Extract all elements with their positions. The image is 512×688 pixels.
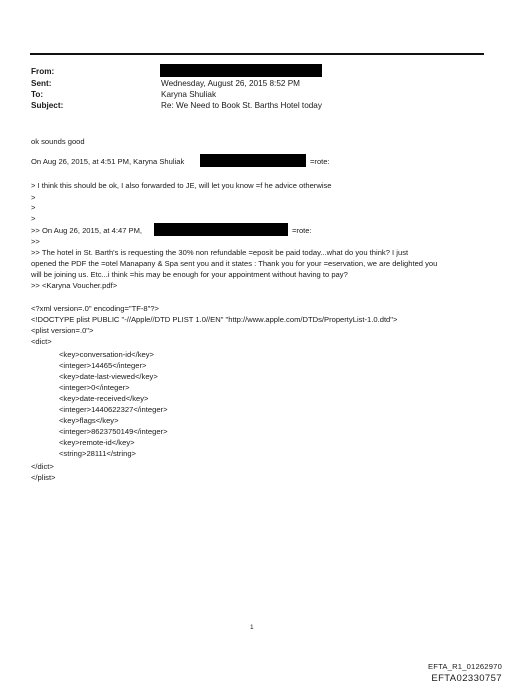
quote1-gt: >	[31, 193, 36, 202]
quote2-line: opened the PDF the =otel Manapany & Spa sent you and it states : Thank you for your =eservation, we are delighted you	[31, 259, 438, 268]
reply-text: ok sounds good	[31, 137, 85, 146]
xml-line: <?xml version=.0" encoding="TF-8"?>	[31, 304, 159, 313]
to-value: Karyna Shuliak	[161, 90, 217, 99]
subject-value: Re: We Need to Book St. Barths Hotel today	[161, 101, 322, 110]
quote1-prefix: On Aug 26, 2015, at 4:51 PM, Karyna Shuliak	[31, 157, 185, 166]
xml-line: <string>28111</string>	[59, 449, 136, 458]
quote2-gt: >>	[31, 237, 40, 246]
quote2-redaction	[154, 223, 288, 236]
xml-line: <key>date-received</key>	[59, 394, 149, 403]
bates-id-1: EFTA_R1_01262970	[428, 662, 502, 671]
xml-line: </plist>	[31, 473, 56, 482]
xml-line: <key>date-last-viewed</key>	[59, 372, 158, 381]
xml-line: <key>remote-id</key>	[59, 438, 135, 447]
page-number: 1	[250, 624, 254, 631]
to-label: To:	[31, 90, 44, 99]
bates-id-2: EFTA02330757	[431, 673, 502, 684]
xml-line: <!DOCTYPE plist PUBLIC "-//Apple//DTD PLIST 1.0//EN" "http://www.apple.com/DTDs/PropertyList-1.0.dtd">	[31, 315, 398, 324]
quote1-gt: >	[31, 203, 36, 212]
header-rule	[30, 53, 484, 55]
quote2-suffix: =rote:	[292, 226, 312, 235]
xml-line: <plist version=.0">	[31, 326, 94, 335]
sent-label: Sent:	[31, 79, 52, 88]
quote1-redaction	[200, 154, 306, 167]
xml-line: <key>conversation-id</key>	[59, 350, 154, 359]
quote2-line: will be joining us. Etc...i think =his may be enough for your appointment without having to pay?	[31, 270, 348, 279]
quote1-suffix: =rote:	[310, 157, 330, 166]
xml-line: <key>flags</key>	[59, 416, 119, 425]
quote2-line: >> The hotel in St. Barth's is requesting the 30% non refundable =eposit be paid today...what do you think? I just	[31, 248, 409, 257]
quote1-attribution	[31, 157, 184, 167]
xml-line: <integer>1440622327</integer>	[59, 405, 168, 414]
xml-line: <integer>14465</integer>	[59, 361, 147, 370]
from-label: From:	[31, 67, 55, 76]
subject-label: Subject:	[31, 101, 64, 110]
attachment-line: >> <Karyna Voucher.pdf>	[31, 281, 118, 290]
xml-line: </dict>	[31, 462, 54, 471]
sent-value: Wednesday, August 26, 2015 8:52 PM	[161, 79, 300, 88]
from-redaction	[160, 64, 322, 77]
xml-line: <dict>	[31, 337, 52, 346]
quote1-gt: >	[31, 214, 36, 223]
quote1-line: > I think this should be ok, I also forwarded to JE, will let you know =f he advice otherwise	[31, 181, 332, 190]
xml-line: <integer>0</integer>	[59, 383, 130, 392]
quote2-attribution: >> On Aug 26, 2015, at 4:47 PM,	[31, 226, 143, 235]
xml-line: <integer>8623750149</integer>	[59, 427, 168, 436]
